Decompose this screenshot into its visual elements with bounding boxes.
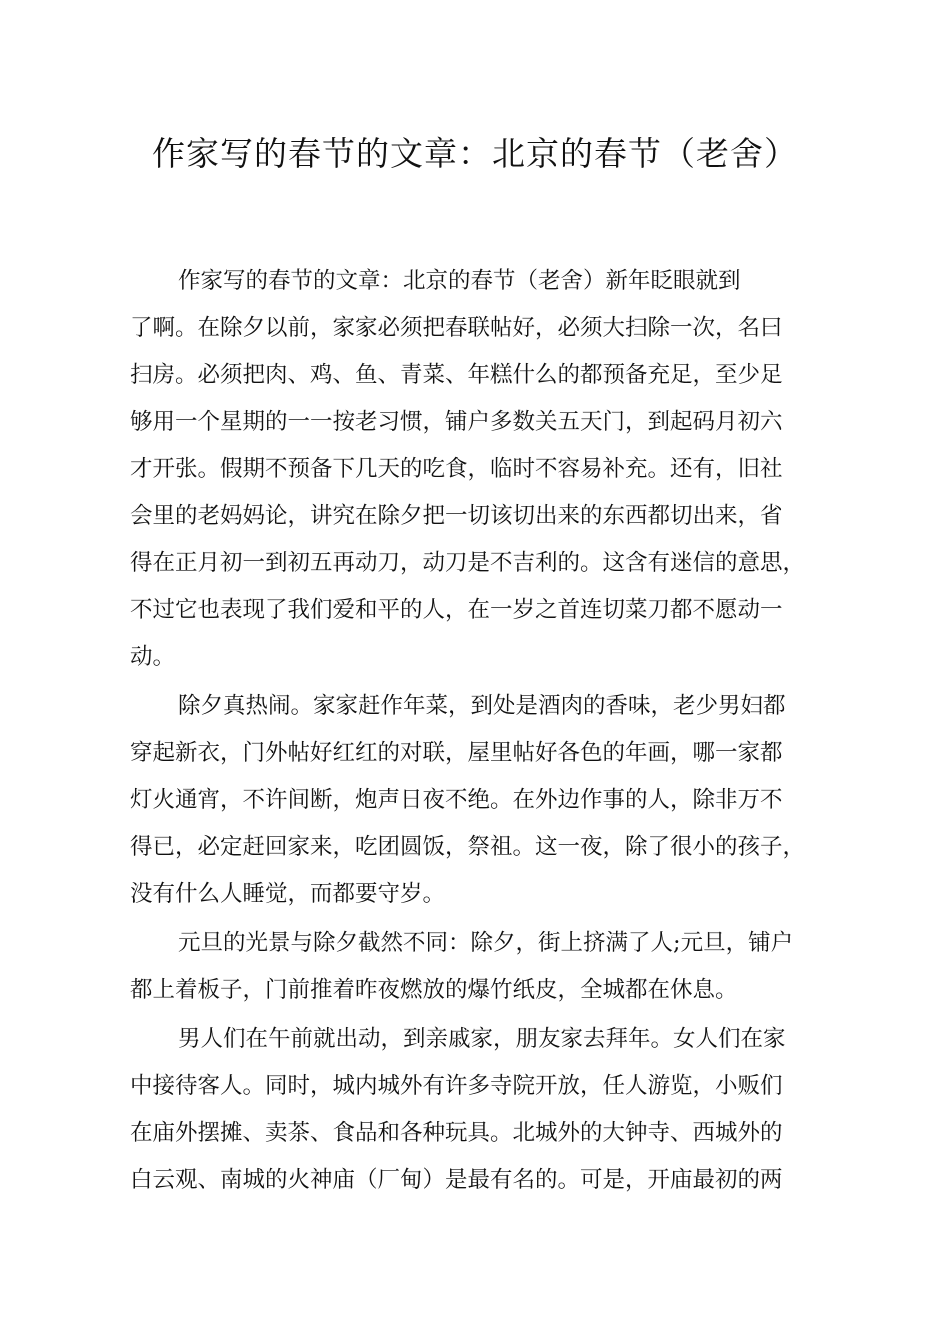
text-line: 穿起新衣，门外帖好红红的对联，屋里帖好各色的年画，哪一家都 (130, 740, 783, 766)
text-line: 都上着板子，门前推着昨夜燃放的爆竹纸皮，全城都在休息。 (130, 977, 738, 1003)
text-line: 才开张。假期不预备下几天的吃食，临时不容易补充。还有，旧社 (130, 456, 783, 482)
text-line: 够用一个星期的一一按老习惯，铺户多数关五天门，到起码月初六 (130, 409, 783, 435)
text-line: 中接待客人。同时，城内城外有许多寺院开放，任人游览，小贩们 (130, 1073, 783, 1099)
text-line: 灯火通宵，不许间断，炮声日夜不绝。在外边作事的人，除非万不 (130, 787, 783, 813)
text-line: 男人们在午前就出动，到亲戚家，朋友家去拜年。女人们在家 (178, 1026, 786, 1052)
text-line: 了啊。在除夕以前，家家必须把春联帖好，必须大扫除一次，名曰 (130, 315, 783, 341)
text-line: 元旦的光景与除夕截然不同：除夕，街上挤满了人;元旦，铺户 (178, 930, 794, 956)
text-line: 得已，必定赶回家来，吃团圆饭，祭祖。这一夜，除了很小的孩子， (130, 834, 806, 860)
document-body (130, 258, 830, 1206)
text-line: 扫房。必须把肉、鸡、鱼、青菜、年糕什么的都预备充足，至少足 (130, 362, 783, 388)
text-line: 没有什么人睡觉，而都要守岁。 (130, 881, 446, 907)
text-line: 不过它也表现了我们爱和平的人，在一岁之首连切菜刀都不愿动一 (130, 597, 783, 623)
document-title: 作家写的春节的文章：北京的春节（老舍） (152, 134, 798, 173)
text-line: 作家写的春节的文章：北京的春节（老舍）新年眨眼就到 (178, 268, 741, 294)
text-line: 白云观、南城的火神庙（厂甸）是最有名的。可是，开庙最初的两 (130, 1167, 783, 1193)
text-line: 除夕真热闹。家家赶作年菜，到处是酒肉的香味，老少男妇都 (178, 693, 786, 719)
paragraph-1 (130, 258, 830, 681)
text-line: 在庙外摆摊、卖茶、食品和各种玩具。北城外的大钟寺、西城外的 (130, 1120, 783, 1146)
text-line: 会里的老妈妈论，讲究在除夕把一切该切出来的东西都切出来，省 (130, 503, 783, 529)
paragraph-3 (130, 920, 830, 1014)
paragraph-2 (130, 683, 830, 918)
text-line: 动。 (130, 644, 176, 670)
paragraph-4 (130, 1016, 830, 1204)
text-line: 得在正月初一到初五再动刀，动刀是不吉利的。这含有迷信的意思， (130, 550, 806, 576)
